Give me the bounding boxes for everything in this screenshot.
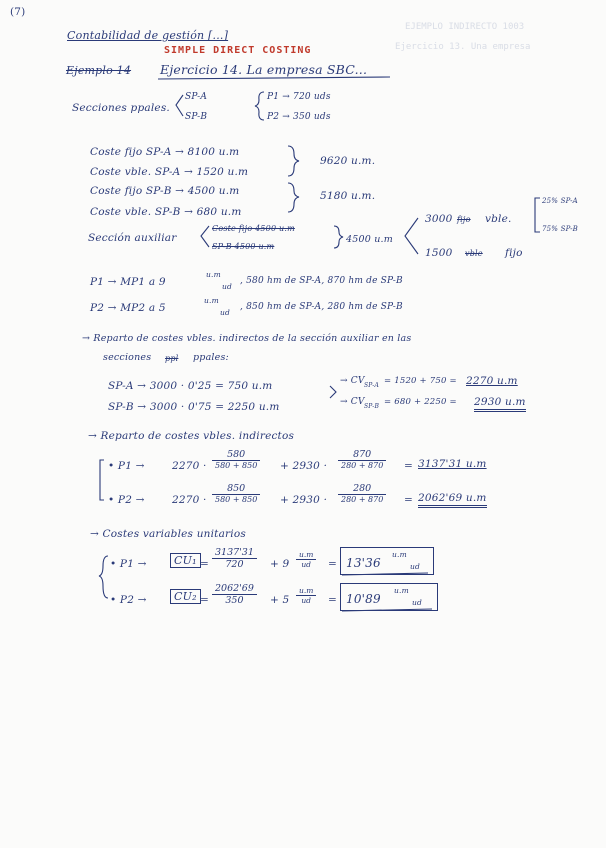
equals: = [404,494,413,506]
seccion-auxiliar-label: Sección auxiliar [88,232,177,244]
struck-auxiliar-line: SP-B 4500 u.m [212,242,275,251]
numerator: 580 [212,449,260,461]
auxiliar-vble-amount: 3000 [425,213,453,225]
cv-sp-a-eq: = 1520 + 750 = [384,376,457,386]
secciones-label: Secciones ppales. [72,102,170,114]
struck-heading: Ejemplo 14 [66,64,132,77]
page-number: (7) [10,6,26,18]
cv-sp-b-sub: SP-B [364,403,380,410]
reparto-auxiliar-line2a: secciones [103,352,152,363]
p1-label: • P1 → [108,460,145,472]
p2-label: • P2 → [108,494,145,506]
reparto-sp-b-row: SP-B → 3000 · 0'75 = 2250 u.m [108,401,280,413]
cu1-result-unit-num: u.m [392,550,407,559]
denominator: 580 + 850 [215,495,258,504]
method-subtitle: SIMPLE DIRECT COSTING [164,45,312,56]
struck-auxiliar-line: Coste fijo 4500 u.m [212,224,295,233]
p2-term-a: 2270 · [172,494,207,506]
coste-vble-sp-b: Coste vble. SP-B → 680 u.m [90,206,242,218]
coste-vble-sp-a: Coste vble. SP-A → 1520 u.m [90,166,249,178]
cv-sp-b-eq: = 680 + 2250 = [384,397,457,407]
mp2-unit-num: u.m [204,296,219,305]
p1-term-a: 2270 · [172,460,207,472]
cu1-result: 13'36 [346,556,381,570]
mp1-lead: P1 → MP1 a 9 [90,276,166,288]
coste-fijo-sp-b: Coste fijo SP-B → 4500 u.m [90,185,240,197]
cv-sp-a-result: 2270 u.m [466,375,518,387]
p2-reparto-result: 2062'69 u.m [418,492,487,508]
cu2-result-unit-den: ud [412,598,423,607]
cu2-result: 10'89 [346,592,381,606]
denominator: 280 + 870 [341,461,384,470]
p2-unit-label: • P2 → [110,594,147,606]
denominator: 720 [225,559,244,570]
cu1-result-unit-den: ud [410,562,421,571]
numerator: u.m [296,586,316,596]
denominator: 580 + 850 [215,461,258,470]
numerator: 2062'69 [212,583,257,595]
p1-reparto-result: 3137'31 u.m [418,458,487,470]
numerator: 280 [338,483,386,495]
denominator: ud [301,560,311,569]
unitarios-title: → Costes variables unitarios [90,528,246,540]
equals: = [328,558,337,570]
equals: = [200,558,209,570]
pct-sp-b: 75% SP-B [542,225,579,233]
cu2-plus: + 5 [270,594,290,606]
mp2-lead: P2 → MP2 a 5 [90,302,166,314]
equals: = [200,594,209,606]
reparto-indirectos-title: → Reparto de costes vbles. indirectos [88,430,295,442]
reparto-sp-a-row: SP-A → 3000 · 0'25 = 750 u.m [108,380,273,392]
bleed-through-text: EJEMPLO INDIRECTO 1003 [405,22,525,32]
mp1-unit-den: ud [222,282,233,291]
total-sp-b: 5180 u.m. [320,190,376,202]
auxiliar-fijo-amount: 1500 [425,247,453,259]
denominator: ud [301,596,311,605]
mp1-rest: , 580 hm de SP-A, 870 hm de SP-B [240,276,403,286]
auxiliar-fijo-label: fijo [505,247,523,259]
mp2-unit-den: ud [220,308,231,317]
struck-word: ppl [165,354,179,363]
struck-word: fijo [457,215,471,224]
numerator: u.m [296,550,316,560]
numerator: 850 [212,483,260,495]
numerator: 870 [338,449,386,461]
cv-sp-b-lead: → CV [340,397,365,407]
denominator: 350 [225,595,244,606]
mp2-rest: , 850 hm de SP-A, 280 hm de SP-B [240,302,403,312]
section-sp-b: SP-B [185,112,208,122]
page-title: Contabilidad de gestión [...] [67,29,229,42]
numerator: 3137'31 [212,547,257,559]
auxiliar-total: 4500 u.m [346,234,393,245]
product-p1-units: P1 → 720 uds [267,92,331,102]
pct-sp-a: 25% SP-A [542,197,578,205]
mp1-unit-num: u.m [206,270,221,279]
product-p2-units: P2 → 350 uds [267,112,331,122]
auxiliar-vble-label: vble. [485,213,512,225]
reparto-auxiliar-line2b: ppales: [193,352,229,363]
bleed-through-text: Ejercicio 13. Una empresa [395,42,531,52]
cu1-plus: + 9 [270,558,290,570]
cv-sp-a-sub: SP-A [364,382,379,389]
reparto-auxiliar-line1: → Reparto de costes vbles. indirectos de la sección auxiliar en las [82,333,412,344]
cv-sp-a-lead: → CV [340,376,365,386]
equals: = [404,460,413,472]
exercise-heading: Ejercicio 14. La empresa SBC... [160,62,368,77]
denominator: 280 + 870 [341,495,384,504]
total-sp-a: 9620 u.m. [320,155,376,167]
p2-term-b: + 2930 · [280,494,328,506]
coste-fijo-sp-a: Coste fijo SP-A → 8100 u.m [90,146,240,158]
p1-term-b: + 2930 · [280,460,328,472]
struck-word: vble [465,249,483,258]
equals: = [328,594,337,606]
p1-unit-label: • P1 → [110,558,147,570]
cv-sp-b-result: 2930 u.m [474,396,526,412]
cu1-box: CU₁ [170,553,201,568]
cu2-result-unit-num: u.m [394,586,409,595]
section-sp-a: SP-A [185,92,208,102]
cu2-box: CU₂ [170,589,201,604]
